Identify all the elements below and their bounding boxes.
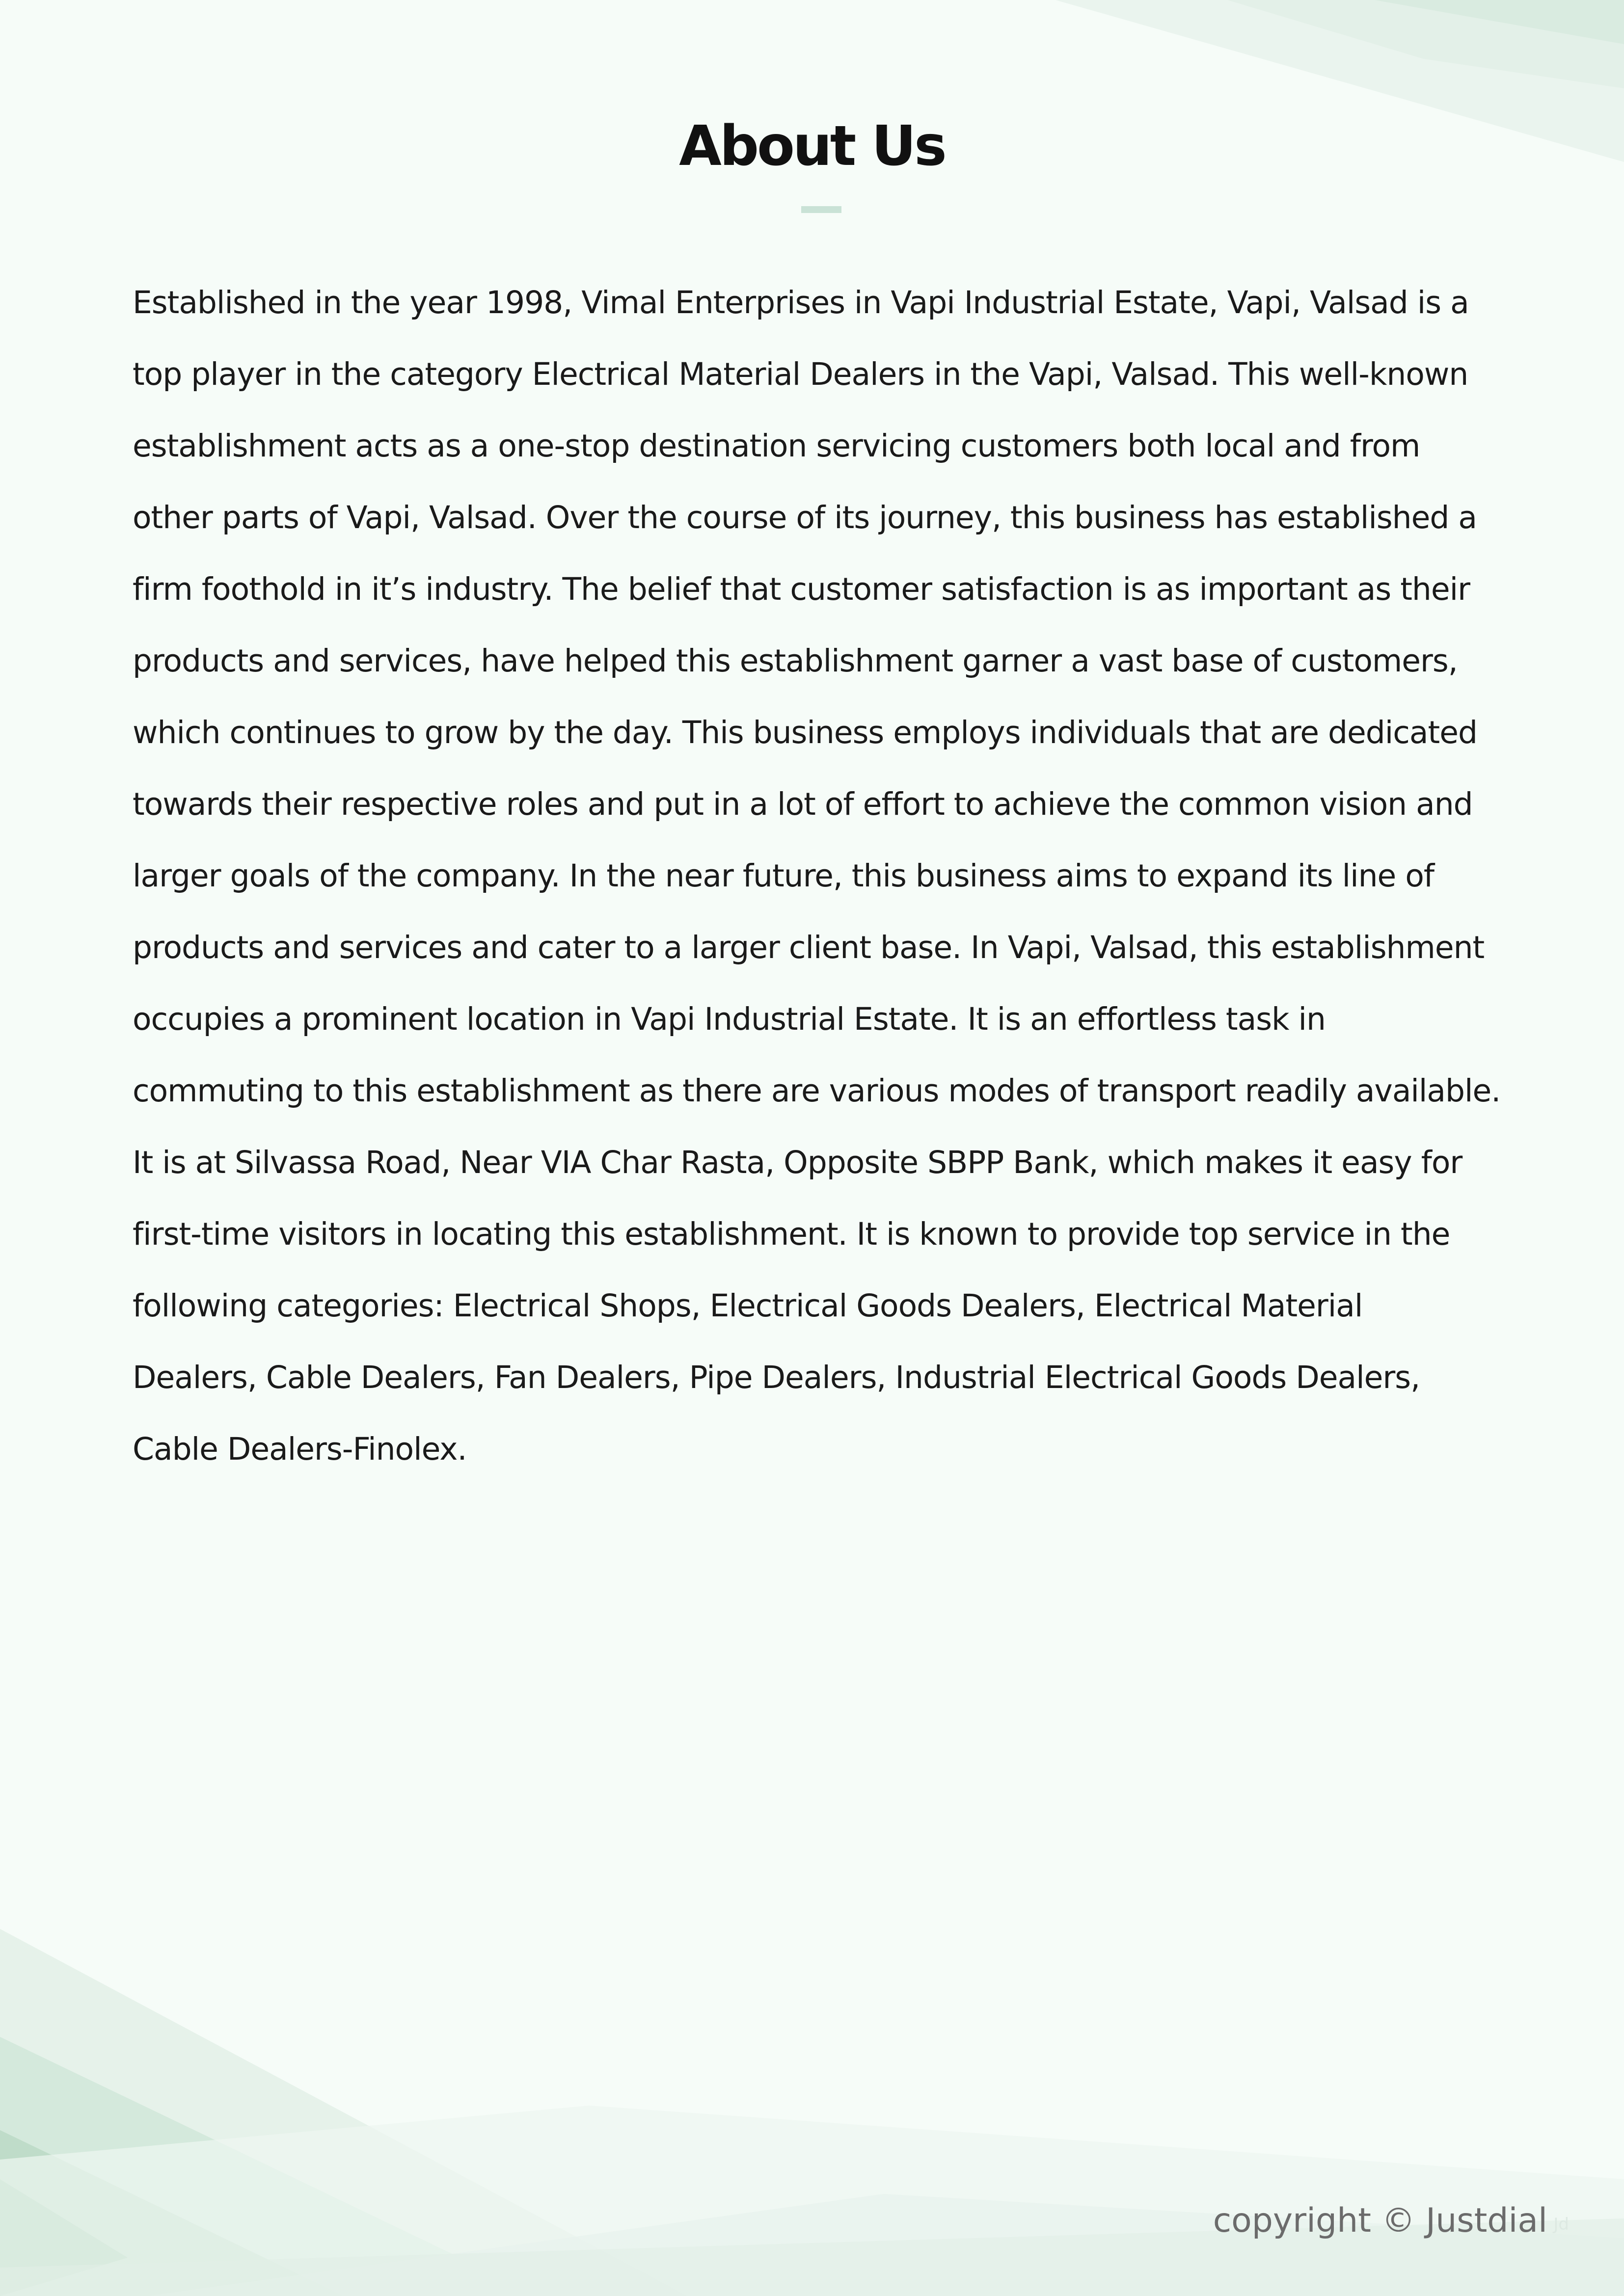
paragraph-line: Cable Dealers-Finolex. [133,1431,467,1467]
justdial-watermark: Jd [1553,2215,1569,2234]
paragraph-line: products and services and cater to a larger client base. In Vapi, Valsad, this establishment [133,930,1485,965]
page-title: About Us [679,114,945,178]
paragraph-line: following categories: Electrical Shops, Electrical Goods Dealers, Electrical Material [133,1288,1363,1324]
paragraph-line: Dealers, Cable Dealers, Fan Dealers, Pipe Dealers, Industrial Electrical Goods Dealers, [133,1360,1420,1395]
paragraph-line: first-time visitors in locating this establishment. It is known to provide top service in the [133,1216,1450,1252]
paragraph-line: establishment acts as a one-stop destination servicing customers both local and from [133,428,1420,464]
paragraph-line: which continues to grow by the day. This business employs individuals that are dedicated [133,715,1477,750]
paragraph-line: Established in the year 1998, Vimal Enterprises in Vapi Industrial Estate, Vapi, Valsad is a [133,285,1469,320]
copyright-notice: copyright © Justdial [1213,2201,1547,2240]
paragraph-line: larger goals of the company. In the near future, this business aims to expand its line of [133,858,1435,894]
paragraph-line: It is at Silvassa Road, Near VIA Char Rasta, Opposite SBPP Bank, which makes it easy for [133,1145,1462,1180]
paragraph-line: occupies a prominent location in Vapi Industrial Estate. It is an effortless task in [133,1001,1326,1037]
paragraph-line: towards their respective roles and put in a lot of effort to achieve the common vision and [133,786,1473,822]
paragraph-line: commuting to this establishment as there are various modes of transport readily available. [133,1073,1501,1109]
paragraph-line: firm foothold in it’s industry. The belief that customer satisfaction is as important as their [133,571,1470,607]
paragraph-line: products and services, have helped this establishment garner a vast base of customers, [133,643,1458,679]
about-paragraph [133,267,1537,1485]
paragraph-line: top player in the category Electrical Material Dealers in the Vapi, Valsad. This well-known [133,356,1468,392]
paragraph-line: other parts of Vapi, Valsad. Over the course of its journey, this business has established a [133,500,1477,535]
title-underline [801,206,841,213]
